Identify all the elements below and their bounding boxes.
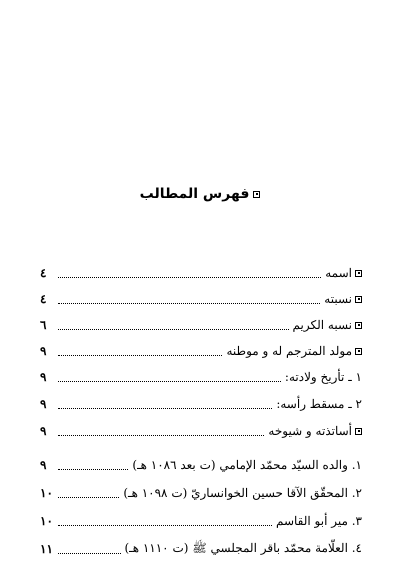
toc-entry-label: اسمه: [325, 266, 352, 280]
square-marker-icon: [253, 191, 260, 198]
toc-entry: [40, 262, 362, 284]
leader-dots: [58, 407, 272, 409]
leader-dots: [58, 524, 272, 526]
toc-entry: [40, 420, 362, 442]
toc-entry: [40, 393, 362, 415]
leader-dots: [58, 328, 289, 330]
toc-page-number: ٩: [40, 397, 47, 411]
square-marker-icon: [355, 296, 362, 303]
toc-entry-label: ٢ ـ مسقط رأسه:: [276, 397, 362, 411]
toc-entry-label: ٢. المحقّق الآقا حسين الخوانساريّ (ت ١٠٩٨ هـ): [123, 486, 362, 500]
toc-page-number: ٩: [40, 424, 47, 438]
toc-entry: [40, 314, 362, 336]
toc-page-number: ٦: [40, 318, 47, 332]
toc-entry-label: مولد المترجم له و موطنه: [226, 344, 352, 358]
leader-dots: [58, 380, 281, 382]
leader-dots: [58, 552, 121, 554]
toc-entry: [40, 482, 362, 504]
square-marker-icon: [355, 270, 362, 277]
toc-title: [0, 186, 400, 202]
square-marker-icon: [355, 348, 362, 355]
toc-entry-label: ٤. العلّامة محمّد باقر المجلسي ﷺ (ت ١١١٠ هـ): [124, 540, 362, 555]
toc-page-number: ٩: [40, 458, 47, 472]
toc-entry-label: ١ ـ تأريخ ولادته:: [284, 370, 362, 384]
leader-dots: [58, 468, 128, 470]
toc-entry: [40, 538, 362, 560]
toc-entry: [40, 340, 362, 362]
toc-entry-label: ٣. مير أبو القاسم: [275, 514, 362, 528]
leader-dots: [58, 496, 119, 498]
toc-page-number: ٩: [40, 344, 47, 358]
toc-entry-label: نسبه الكريم: [292, 318, 352, 332]
toc-page-number: ٤: [40, 266, 47, 280]
leader-dots: [58, 434, 264, 436]
toc-entry-label: أساتذته و شيوخه: [268, 424, 352, 438]
toc-entry: [40, 288, 362, 310]
toc-entry: [40, 454, 362, 476]
toc-page-number: ١١: [40, 542, 53, 556]
leader-dots: [58, 276, 321, 278]
toc-title-text: فهرس المطالب: [139, 186, 250, 202]
toc-page-number: ١٠: [40, 486, 53, 500]
square-marker-icon: [355, 428, 362, 435]
square-marker-icon: [355, 322, 362, 329]
leader-dots: [58, 354, 222, 356]
toc-page-number: ٩: [40, 370, 47, 384]
toc-entry: [40, 366, 362, 388]
leader-dots: [58, 302, 320, 304]
toc-entry-label: ١. والده السيّد محمّد الإمامي (ت بعد ١٠٨٦ هـ): [132, 458, 362, 472]
toc-entry-label: نسبته: [324, 292, 352, 306]
toc-page-number: ٤: [40, 292, 47, 306]
toc-entry: [40, 510, 362, 532]
toc-page-number: ١٠: [40, 514, 53, 528]
